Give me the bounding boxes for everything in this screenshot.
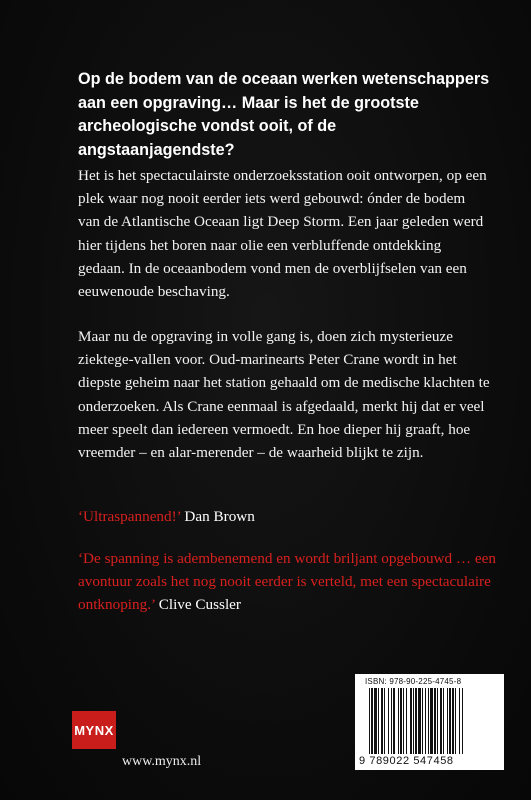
- barcode-bar: [369, 688, 370, 754]
- barcode: [355, 674, 504, 770]
- barcode-bar: [425, 688, 426, 754]
- barcode-digits: 9 789022 547458: [359, 755, 454, 767]
- barcode-bar: [437, 688, 438, 754]
- barcode-bar: [400, 688, 402, 754]
- barcode-bar: [403, 688, 404, 754]
- barcode-bar: [398, 688, 399, 754]
- barcode-bar: [455, 688, 456, 754]
- quote-author: Dan Brown: [184, 508, 255, 525]
- quote-author: Clive Cussler: [158, 596, 241, 614]
- review-quote-1: [78, 505, 498, 528]
- barcode-bar: [415, 688, 417, 754]
- barcode-bar: [452, 688, 454, 754]
- barcode-bars: [369, 688, 497, 754]
- barcode-bar: [443, 688, 444, 754]
- barcode-bar: [449, 688, 451, 754]
- quote-text: ‘De spanning is adembenemend en wordt briljant opgebouwd … een avontuur zoals het nog nooit eerder is verteld, met een spectaculaire ontknoping.’: [78, 550, 496, 614]
- barcode-bar: [418, 688, 421, 754]
- barcode-bar: [428, 688, 429, 754]
- barcode-bar: [378, 688, 379, 754]
- blurb-paragraph-1: Het is het spectaculairste onderzoeksstation ooit ontworpen, op een plek waar nog nooit eerder iets werd gebouwd: ónder de bodem van de Atlantische Oceaan ligt Deep Storm. Een jaar geleden werd hier tijdens het boren naar olie een verbluffende ontdekking gedaan. In de oceaanbodem vond men de overblijfselen van een eeuwenoude beschaving.: [78, 167, 487, 301]
- barcode-bar: [393, 688, 395, 754]
- isbn-label: ISBN: 978-90-225-4745-8: [365, 677, 462, 686]
- barcode-bar: [422, 688, 423, 754]
- barcode-bar: [413, 688, 414, 754]
- barcode-bar: [440, 688, 442, 754]
- barcode-bar: [462, 688, 463, 754]
- blurb-paragraph-2: Maar nu de opgraving in volle gang is, doen zich mysterieuze ziektege-vallen voor. Oud-marinearts Peter Crane wordt in het diepste geheim naar het station gehaald om de medische klachten te onderzoeken. Als Crane eenmaal is afgedaald, merkt hij dat er veel meer speelt dan iedereen vermoedt. En hoe dieper hij graaft, hoe vreemder – en alar-merender – de waarheid blijkt te zijn.: [78, 328, 490, 462]
- barcode-bar: [391, 688, 392, 754]
- publisher-logo: [72, 711, 116, 749]
- barcode-bar: [381, 688, 383, 754]
- publisher-website: www.mynx.nl: [122, 754, 202, 769]
- headline: Op de bodem van de oceaan werken wetenschappers aan een opgraving… Maar is het de grootste archeologische vondst ooit, of de angstaanjagendste?: [78, 70, 490, 159]
- barcode-bar: [384, 688, 385, 754]
- barcode-bar: [434, 688, 436, 754]
- quote-text: ‘Ultraspannend!’: [78, 508, 181, 525]
- barcode-bar: [371, 688, 373, 754]
- review-quote-2: [78, 547, 498, 617]
- publisher-logo-text: MYNX: [74, 722, 114, 738]
- barcode-bar: [388, 688, 389, 754]
- barcode-bar: [447, 688, 448, 754]
- barcode-bar: [406, 688, 407, 754]
- barcode-bar: [430, 688, 433, 754]
- barcode-bar: [410, 688, 412, 754]
- barcode-bar: [459, 688, 460, 754]
- barcode-bar: [374, 688, 377, 754]
